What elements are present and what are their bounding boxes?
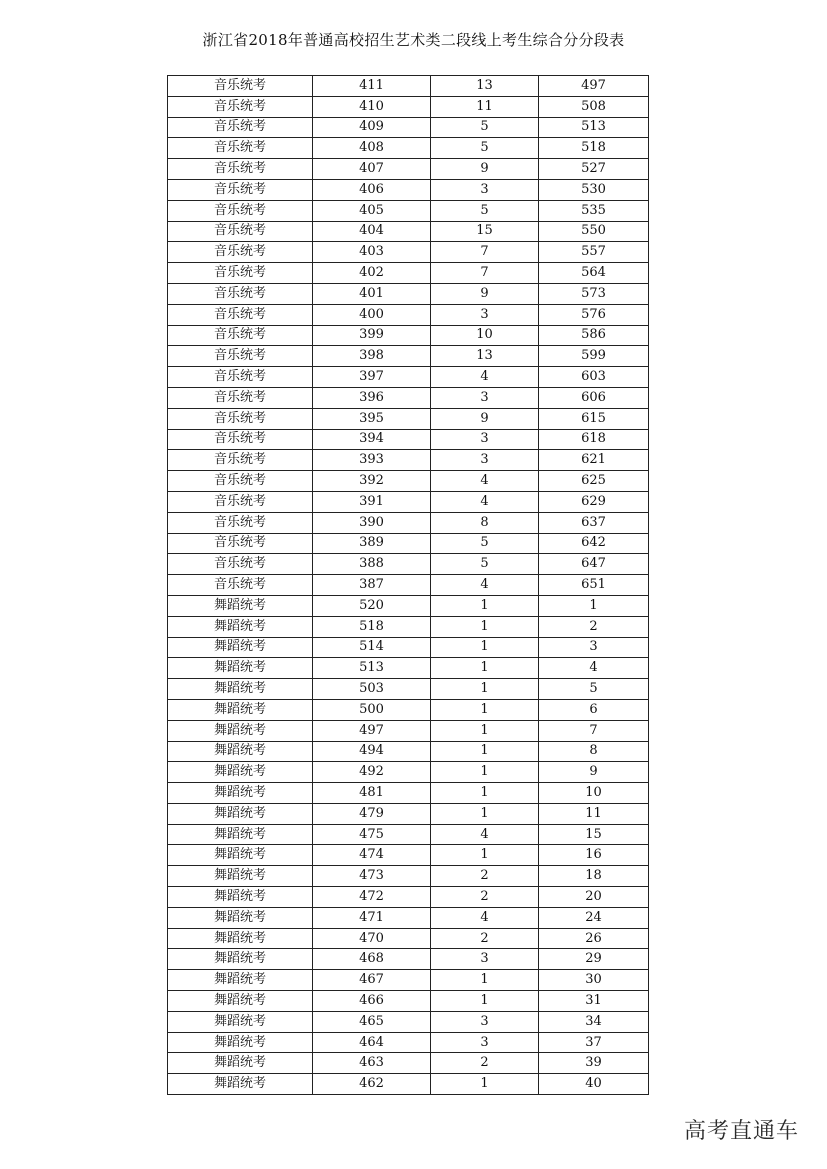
score-cell: 474 [313,845,431,866]
count-cell: 1 [431,679,539,700]
category-cell: 音乐统考 [168,221,313,242]
category-cell: 舞蹈统考 [168,887,313,908]
count-cell: 1 [431,595,539,616]
count-cell: 4 [431,491,539,512]
count-cell: 13 [431,346,539,367]
count-cell: 2 [431,887,539,908]
cumulative-cell: 10 [539,783,649,804]
table-row [168,866,649,887]
category-cell: 音乐统考 [168,117,313,138]
category-cell: 舞蹈统考 [168,741,313,762]
cumulative-cell: 497 [539,76,649,97]
score-cell: 497 [313,720,431,741]
score-cell: 405 [313,200,431,221]
count-cell: 4 [431,824,539,845]
category-cell: 音乐统考 [168,533,313,554]
cumulative-cell: 31 [539,991,649,1012]
table-row [168,159,649,180]
count-cell: 11 [431,96,539,117]
page-title: 浙江省2018年普通高校招生艺术类二段线上考生综合分分段表 [202,31,625,49]
score-cell: 514 [313,637,431,658]
score-cell: 404 [313,221,431,242]
cumulative-cell: 518 [539,138,649,159]
table-row [168,408,649,429]
score-cell: 471 [313,907,431,928]
category-cell: 舞蹈统考 [168,762,313,783]
count-cell: 5 [431,117,539,138]
count-cell: 3 [431,450,539,471]
count-cell: 2 [431,1053,539,1074]
score-cell: 479 [313,803,431,824]
cumulative-cell: 40 [539,1074,649,1095]
table-row [168,179,649,200]
category-cell: 舞蹈统考 [168,1011,313,1032]
table-row [168,491,649,512]
table-row [168,221,649,242]
table-row [168,512,649,533]
cumulative-cell: 606 [539,387,649,408]
score-cell: 403 [313,242,431,263]
score-cell: 462 [313,1074,431,1095]
score-cell: 389 [313,533,431,554]
count-cell: 1 [431,803,539,824]
cumulative-cell: 15 [539,824,649,845]
category-cell: 舞蹈统考 [168,658,313,679]
count-cell: 1 [431,616,539,637]
score-cell: 470 [313,928,431,949]
category-cell: 音乐统考 [168,450,313,471]
score-cell: 503 [313,679,431,700]
count-cell: 4 [431,471,539,492]
score-cell: 500 [313,699,431,720]
category-cell: 舞蹈统考 [168,1053,313,1074]
table-row [168,637,649,658]
table-row [168,928,649,949]
category-cell: 舞蹈统考 [168,595,313,616]
category-cell: 舞蹈统考 [168,720,313,741]
category-cell: 音乐统考 [168,263,313,284]
table-row [168,762,649,783]
category-cell: 音乐统考 [168,471,313,492]
score-cell: 392 [313,471,431,492]
category-cell: 舞蹈统考 [168,824,313,845]
score-cell: 411 [313,76,431,97]
cumulative-cell: 513 [539,117,649,138]
cumulative-cell: 527 [539,159,649,180]
score-cell: 472 [313,887,431,908]
count-cell: 5 [431,533,539,554]
cumulative-cell: 576 [539,304,649,325]
count-cell: 4 [431,367,539,388]
category-cell: 音乐统考 [168,76,313,97]
count-cell: 2 [431,866,539,887]
count-cell: 5 [431,200,539,221]
score-cell: 467 [313,970,431,991]
count-cell: 1 [431,783,539,804]
table-row [168,263,649,284]
table-row [168,595,649,616]
table-row [168,887,649,908]
score-cell: 410 [313,96,431,117]
count-cell: 13 [431,76,539,97]
score-cell: 393 [313,450,431,471]
cumulative-cell: 625 [539,471,649,492]
score-cell: 402 [313,263,431,284]
count-cell: 7 [431,242,539,263]
score-table [167,75,649,1095]
table-row [168,200,649,221]
table-row [168,96,649,117]
score-cell: 481 [313,783,431,804]
count-cell: 3 [431,304,539,325]
table-row [168,658,649,679]
cumulative-cell: 651 [539,575,649,596]
cumulative-cell: 647 [539,554,649,575]
table-row [168,783,649,804]
score-cell: 494 [313,741,431,762]
cumulative-cell: 5 [539,679,649,700]
category-cell: 音乐统考 [168,491,313,512]
cumulative-cell: 1 [539,595,649,616]
score-cell: 520 [313,595,431,616]
score-cell: 399 [313,325,431,346]
table-row [168,907,649,928]
cumulative-cell: 603 [539,367,649,388]
category-cell: 音乐统考 [168,159,313,180]
count-cell: 4 [431,907,539,928]
category-cell: 音乐统考 [168,179,313,200]
cumulative-cell: 642 [539,533,649,554]
score-cell: 408 [313,138,431,159]
count-cell: 3 [431,1011,539,1032]
category-cell: 音乐统考 [168,200,313,221]
cumulative-cell: 20 [539,887,649,908]
cumulative-cell: 564 [539,263,649,284]
table-row [168,242,649,263]
cumulative-cell: 6 [539,699,649,720]
score-cell: 464 [313,1032,431,1053]
category-cell: 舞蹈统考 [168,783,313,804]
score-cell: 406 [313,179,431,200]
count-cell: 2 [431,928,539,949]
cumulative-cell: 637 [539,512,649,533]
category-cell: 音乐统考 [168,367,313,388]
count-cell: 1 [431,741,539,762]
table-row [168,949,649,970]
cumulative-cell: 618 [539,429,649,450]
table-row [168,450,649,471]
category-cell: 舞蹈统考 [168,928,313,949]
score-cell: 401 [313,283,431,304]
cumulative-cell: 629 [539,491,649,512]
category-cell: 舞蹈统考 [168,866,313,887]
score-cell: 466 [313,991,431,1012]
category-cell: 舞蹈统考 [168,991,313,1012]
count-cell: 5 [431,138,539,159]
category-cell: 音乐统考 [168,325,313,346]
score-cell: 400 [313,304,431,325]
count-cell: 9 [431,159,539,180]
table-body [168,76,649,1095]
category-cell: 舞蹈统考 [168,1074,313,1095]
table-row [168,471,649,492]
table-row [168,1011,649,1032]
table-row [168,346,649,367]
score-cell: 394 [313,429,431,450]
count-cell: 1 [431,991,539,1012]
table-row [168,325,649,346]
category-cell: 舞蹈统考 [168,1032,313,1053]
category-cell: 舞蹈统考 [168,970,313,991]
table-row [168,138,649,159]
table-row [168,283,649,304]
table-row [168,679,649,700]
table-row [168,616,649,637]
count-cell: 1 [431,1074,539,1095]
count-cell: 1 [431,637,539,658]
cumulative-cell: 34 [539,1011,649,1032]
cumulative-cell: 7 [539,720,649,741]
table-row [168,720,649,741]
score-cell: 391 [313,491,431,512]
score-cell: 397 [313,367,431,388]
table-row [168,970,649,991]
cumulative-cell: 24 [539,907,649,928]
score-cell: 387 [313,575,431,596]
cumulative-cell: 37 [539,1032,649,1053]
score-cell: 468 [313,949,431,970]
category-cell: 音乐统考 [168,96,313,117]
category-cell: 音乐统考 [168,138,313,159]
score-cell: 465 [313,1011,431,1032]
cumulative-cell: 4 [539,658,649,679]
table-row [168,803,649,824]
count-cell: 5 [431,554,539,575]
cumulative-cell: 2 [539,616,649,637]
count-cell: 10 [431,325,539,346]
cumulative-cell: 599 [539,346,649,367]
score-cell: 473 [313,866,431,887]
count-cell: 1 [431,845,539,866]
category-cell: 舞蹈统考 [168,845,313,866]
count-cell: 3 [431,387,539,408]
cumulative-cell: 16 [539,845,649,866]
category-cell: 舞蹈统考 [168,803,313,824]
category-cell: 音乐统考 [168,554,313,575]
table-row [168,824,649,845]
cumulative-cell: 3 [539,637,649,658]
cumulative-cell: 557 [539,242,649,263]
score-cell: 518 [313,616,431,637]
score-cell: 388 [313,554,431,575]
category-cell: 舞蹈统考 [168,637,313,658]
category-cell: 舞蹈统考 [168,699,313,720]
category-cell: 舞蹈统考 [168,949,313,970]
table-row [168,429,649,450]
cumulative-cell: 26 [539,928,649,949]
category-cell: 音乐统考 [168,387,313,408]
table-row [168,1074,649,1095]
category-cell: 舞蹈统考 [168,616,313,637]
cumulative-cell: 8 [539,741,649,762]
count-cell: 3 [431,429,539,450]
category-cell: 音乐统考 [168,346,313,367]
score-cell: 463 [313,1053,431,1074]
table-row [168,367,649,388]
table-row [168,387,649,408]
table-row [168,304,649,325]
score-cell: 409 [313,117,431,138]
cumulative-cell: 11 [539,803,649,824]
count-cell: 3 [431,179,539,200]
count-cell: 1 [431,970,539,991]
count-cell: 9 [431,283,539,304]
table-row [168,554,649,575]
score-cell: 475 [313,824,431,845]
category-cell: 音乐统考 [168,429,313,450]
score-cell: 390 [313,512,431,533]
cumulative-cell: 508 [539,96,649,117]
category-cell: 舞蹈统考 [168,907,313,928]
cumulative-cell: 550 [539,221,649,242]
category-cell: 舞蹈统考 [168,679,313,700]
count-cell: 9 [431,408,539,429]
count-cell: 8 [431,512,539,533]
score-cell: 395 [313,408,431,429]
count-cell: 3 [431,949,539,970]
cumulative-cell: 9 [539,762,649,783]
category-cell: 音乐统考 [168,283,313,304]
category-cell: 音乐统考 [168,304,313,325]
table-row [168,533,649,554]
count-cell: 1 [431,699,539,720]
category-cell: 音乐统考 [168,408,313,429]
cumulative-cell: 530 [539,179,649,200]
cumulative-cell: 39 [539,1053,649,1074]
count-cell: 1 [431,720,539,741]
category-cell: 音乐统考 [168,575,313,596]
table-row [168,991,649,1012]
table-row [168,1053,649,1074]
score-cell: 398 [313,346,431,367]
table-row [168,1032,649,1053]
table-row [168,699,649,720]
table-row [168,117,649,138]
count-cell: 1 [431,762,539,783]
cumulative-cell: 535 [539,200,649,221]
count-cell: 4 [431,575,539,596]
score-cell: 513 [313,658,431,679]
category-cell: 音乐统考 [168,512,313,533]
cumulative-cell: 18 [539,866,649,887]
watermark-logo: 高考直通车 [683,1119,799,1144]
cumulative-cell: 586 [539,325,649,346]
category-cell: 音乐统考 [168,242,313,263]
cumulative-cell: 615 [539,408,649,429]
count-cell: 7 [431,263,539,284]
table-row [168,575,649,596]
table-row [168,741,649,762]
cumulative-cell: 30 [539,970,649,991]
cumulative-cell: 29 [539,949,649,970]
score-cell: 492 [313,762,431,783]
count-cell: 3 [431,1032,539,1053]
table-row [168,76,649,97]
score-cell: 407 [313,159,431,180]
cumulative-cell: 621 [539,450,649,471]
cumulative-cell: 573 [539,283,649,304]
table-row [168,845,649,866]
count-cell: 15 [431,221,539,242]
score-cell: 396 [313,387,431,408]
count-cell: 1 [431,658,539,679]
